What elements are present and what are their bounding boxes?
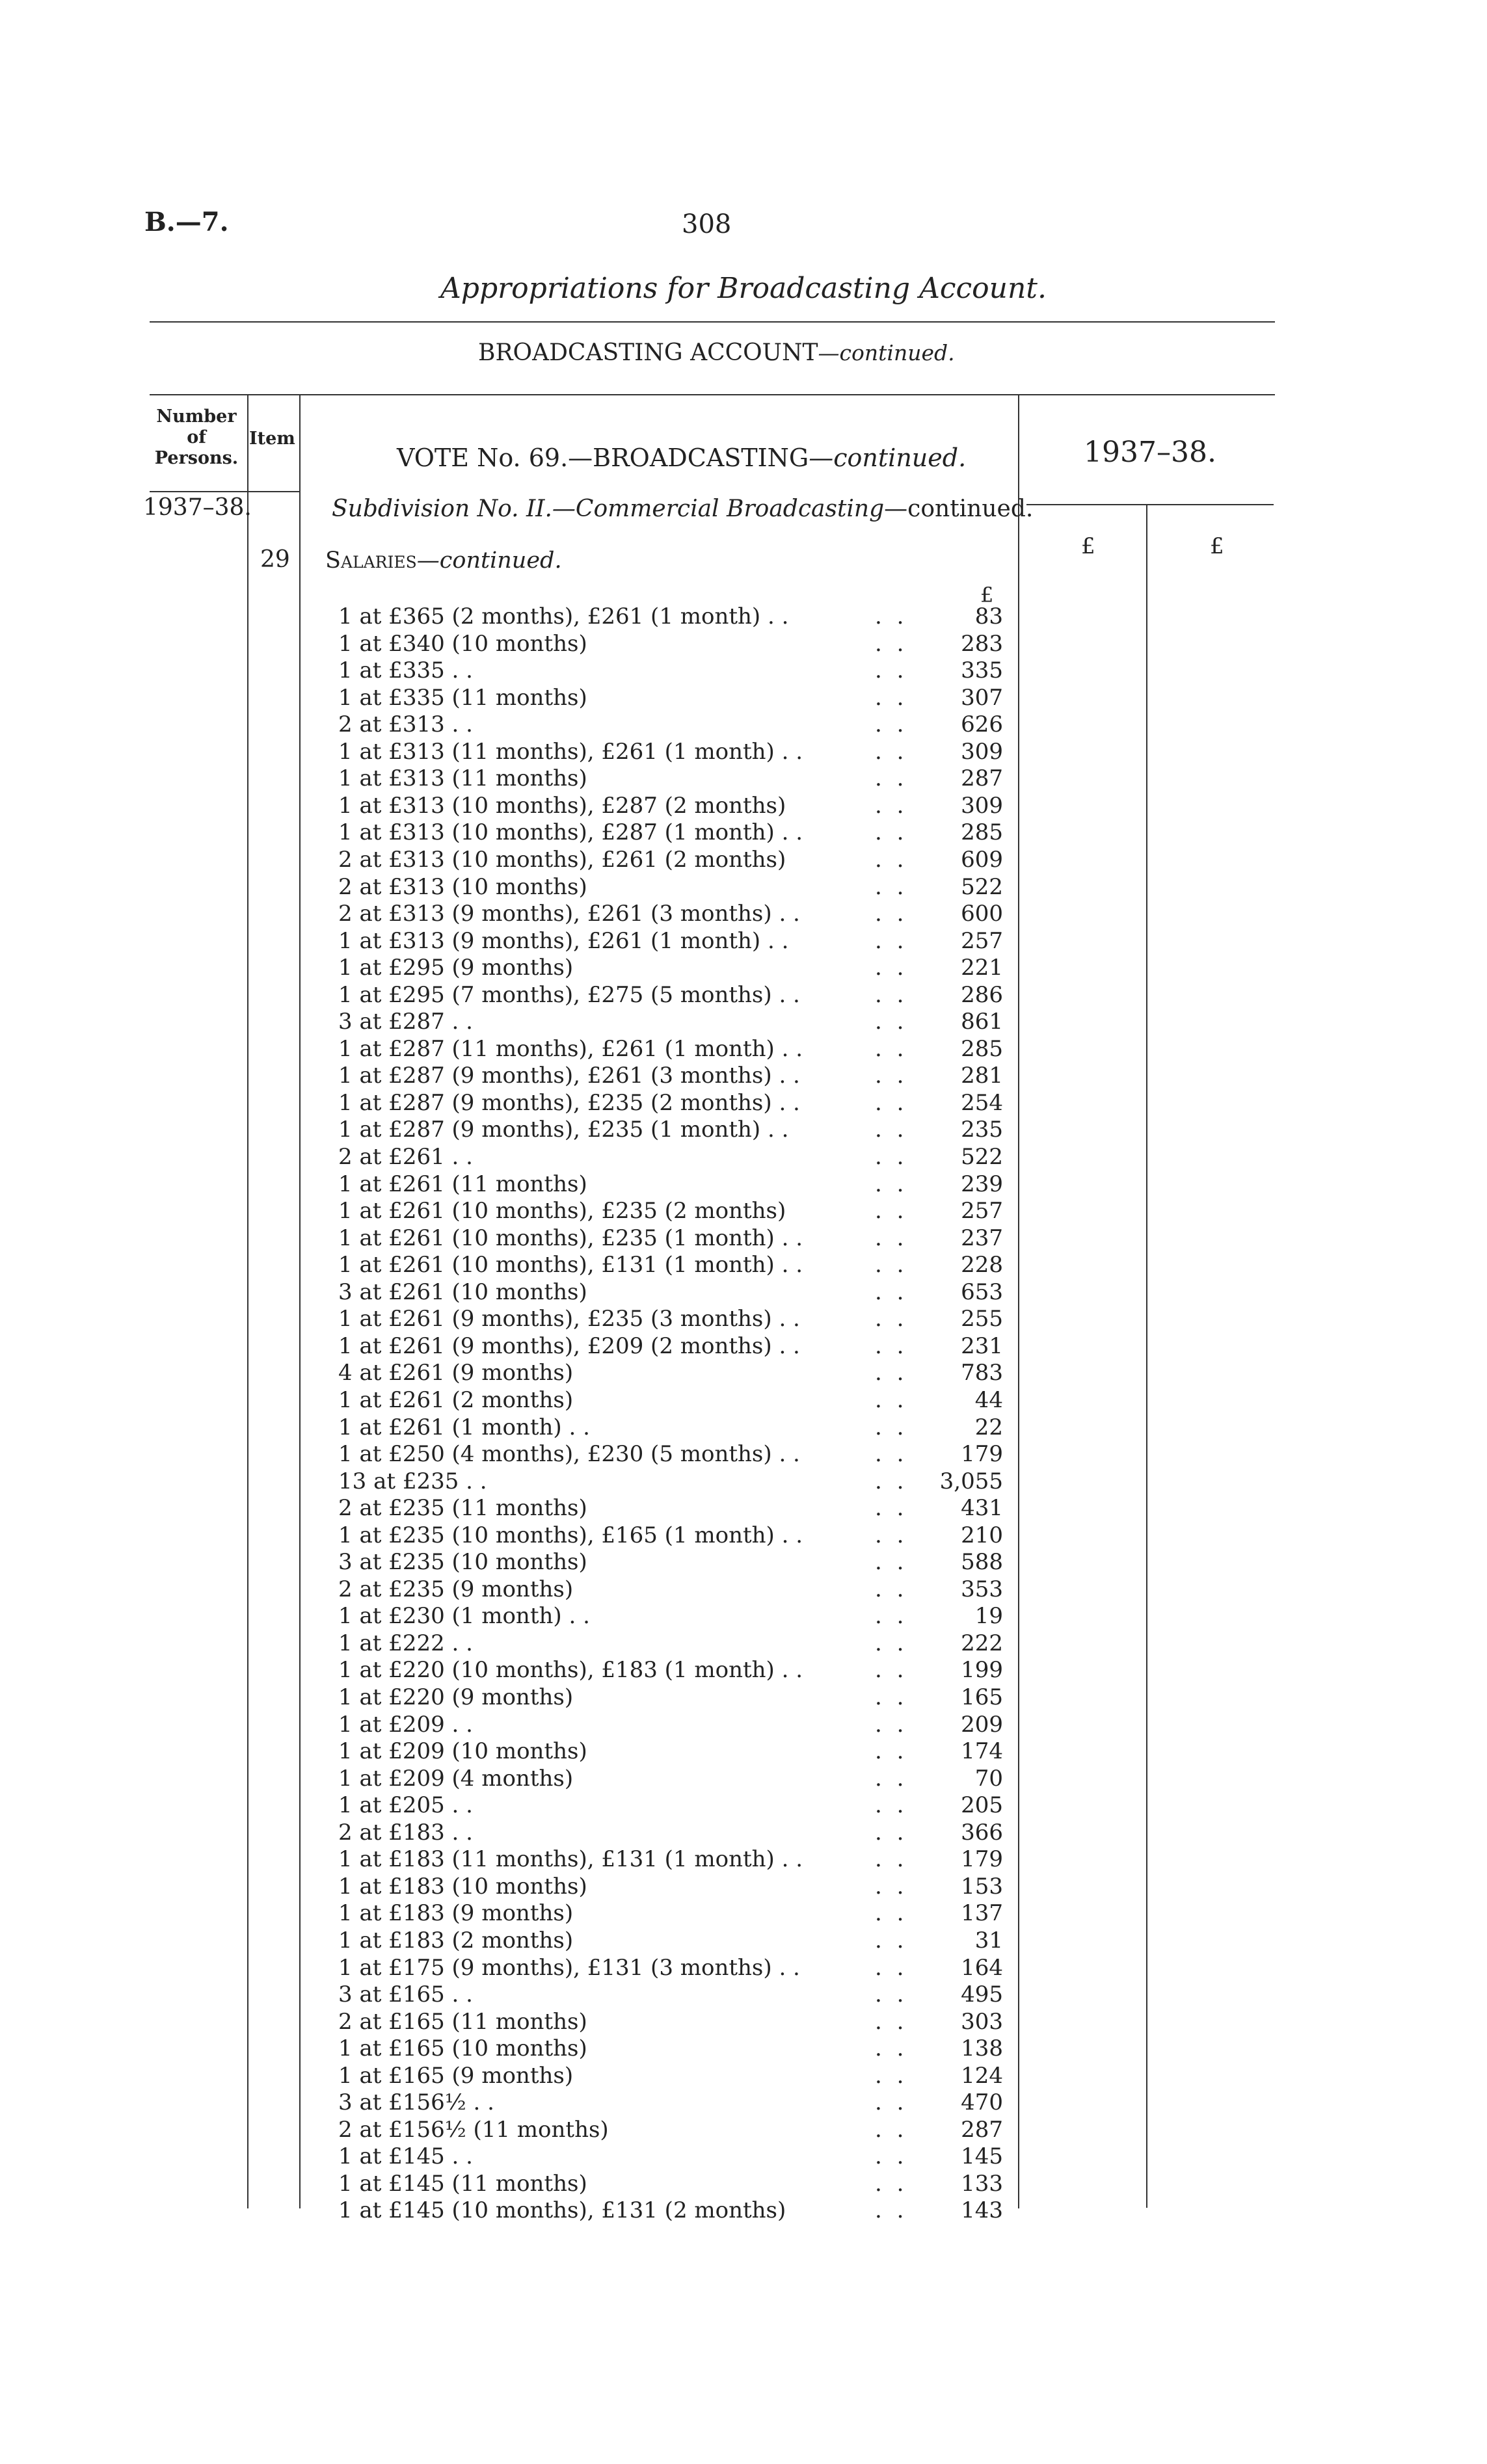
salary-row — [0, 1900, 1487, 1927]
salary-amount: 470 — [961, 2089, 1003, 2116]
salary-amount: 588 — [961, 1549, 1003, 1576]
salary-description: 2 at £261 . . — [338, 1144, 473, 1170]
salary-description: 1 at £261 (10 months), £131 (1 month) . . — [338, 1252, 803, 1278]
salary-row — [0, 1144, 1487, 1171]
salary-description: 3 at £156½ . . — [338, 2089, 494, 2116]
leader-dots: . . — [875, 1927, 908, 1954]
leader-dots: . . — [875, 1468, 908, 1494]
salary-description: 1 at £340 (10 months) — [338, 630, 587, 657]
salary-description: 3 at £287 . . — [338, 1009, 473, 1035]
leader-dots: . . — [875, 1900, 908, 1927]
salary-amount: 153 — [961, 1873, 1003, 1900]
salary-description: 1 at £261 (10 months), £235 (1 month) . . — [338, 1225, 803, 1251]
salary-amount: 124 — [961, 2062, 1003, 2089]
leader-dots: . . — [875, 1414, 908, 1440]
pound-label-col1: £ — [1081, 533, 1095, 559]
salary-row — [0, 2143, 1487, 2171]
salary-description: 1 at £335 (11 months) — [338, 684, 587, 711]
leader-dots: . . — [875, 1819, 908, 1846]
salary-amount: 31 — [974, 1927, 1003, 1954]
leader-dots: . . — [875, 1063, 908, 1089]
salary-row — [0, 1955, 1487, 1982]
salary-description: 1 at £335 . . — [338, 657, 473, 684]
leader-dots: . . — [875, 630, 908, 657]
salary-description: 1 at £313 (9 months), £261 (1 month) . . — [338, 927, 789, 954]
leader-dots: . . — [875, 684, 908, 711]
salary-amount: 600 — [961, 901, 1003, 927]
salary-description: 2 at £313 (10 months) — [338, 873, 587, 900]
salary-row — [0, 2117, 1487, 2144]
leader-dots: . . — [875, 2197, 908, 2224]
salary-row — [0, 901, 1487, 928]
salary-description: 1 at £145 (11 months) — [338, 2170, 587, 2197]
salary-description: 1 at £209 (4 months) — [338, 1765, 574, 1792]
salary-amount: 286 — [961, 981, 1003, 1008]
table-top-rule — [150, 394, 1275, 395]
subheading-text: BROADCASTING ACCOUNT — [478, 339, 818, 366]
salary-amount: 285 — [961, 819, 1003, 846]
salary-row — [0, 631, 1487, 658]
salary-amount: 209 — [961, 1711, 1003, 1738]
salary-row — [0, 1712, 1487, 1739]
salary-amount: 309 — [961, 738, 1003, 765]
salary-row — [0, 2063, 1487, 2090]
salary-amount: 239 — [961, 1171, 1003, 1197]
leader-dots: . . — [875, 765, 908, 792]
salary-description: 2 at £183 . . — [338, 1819, 473, 1846]
header-bottom-rule-left — [150, 491, 299, 492]
salary-description: 2 at £235 (11 months) — [338, 1495, 587, 1522]
salary-row — [0, 1198, 1487, 1225]
leader-dots: . . — [875, 1711, 908, 1738]
salary-row — [0, 711, 1487, 739]
salary-amount: 287 — [961, 765, 1003, 792]
salary-row — [0, 1738, 1487, 1766]
leader-dots: . . — [875, 1603, 908, 1630]
vote-heading — [397, 444, 966, 472]
salary-description: 4 at £261 (9 months) — [338, 1360, 574, 1386]
salary-description: 1 at £220 (10 months), £183 (1 month) . . — [338, 1657, 803, 1684]
salary-row — [0, 1981, 1487, 2009]
salary-row — [0, 1603, 1487, 1630]
pound-label-col2: £ — [1210, 533, 1224, 559]
salary-amount: 137 — [961, 1900, 1003, 1927]
salary-amount: 143 — [961, 2197, 1003, 2224]
leader-dots: . . — [875, 1441, 908, 1468]
salary-row — [0, 1874, 1487, 1901]
leader-dots: . . — [875, 711, 908, 738]
salary-row — [0, 1279, 1487, 1306]
leader-dots: . . — [875, 1981, 908, 2008]
salary-row — [0, 982, 1487, 1009]
salary-description: 2 at £235 (9 months) — [338, 1576, 574, 1602]
salary-row — [0, 847, 1487, 874]
section-heading — [325, 548, 562, 574]
leader-dots: . . — [875, 1144, 908, 1170]
salary-row — [0, 1549, 1487, 1576]
leader-dots: . . — [875, 1278, 908, 1305]
salary-amount: 431 — [961, 1495, 1003, 1522]
salary-description: 1 at £183 (10 months) — [338, 1873, 587, 1900]
leader-dots: . . — [875, 2062, 908, 2089]
salary-amount: 283 — [961, 630, 1003, 657]
subdivision-heading — [332, 496, 1033, 522]
salary-amount: 22 — [974, 1414, 1003, 1440]
salary-amount: 495 — [961, 1981, 1003, 2008]
salary-amount: 522 — [961, 1144, 1003, 1170]
leader-dots: . . — [875, 1198, 908, 1225]
leader-dots: . . — [875, 1386, 908, 1413]
section-suffix: —continued. — [416, 548, 562, 574]
leader-dots: . . — [875, 927, 908, 954]
leader-dots: . . — [875, 1009, 908, 1035]
leader-dots: . . — [875, 603, 908, 629]
salary-row — [0, 1846, 1487, 1874]
salary-amount: 221 — [961, 955, 1003, 981]
subdivision-title: Subdivision No. II.—Commercial Broadcasting — [332, 496, 885, 522]
salary-row — [0, 739, 1487, 766]
leader-dots: . . — [875, 1846, 908, 1873]
salary-description: 1 at £165 (10 months) — [338, 2035, 587, 2062]
leader-dots: . . — [875, 2143, 908, 2170]
leader-dots: . . — [875, 1252, 908, 1278]
leader-dots: . . — [875, 2035, 908, 2062]
column-header-item: Item — [249, 429, 295, 449]
salary-row — [0, 1306, 1487, 1333]
salary-description: 1 at £222 . . — [338, 1630, 473, 1656]
salary-amount: 179 — [961, 1846, 1003, 1873]
leader-dots: . . — [875, 1738, 908, 1765]
leader-dots: . . — [875, 1332, 908, 1359]
salary-row — [0, 603, 1487, 631]
page-number: 308 — [682, 209, 732, 239]
salary-amount: 257 — [961, 927, 1003, 954]
salary-description: 3 at £235 (10 months) — [338, 1549, 587, 1576]
column-header-year: 1937–38. — [1084, 436, 1216, 469]
salary-amount: 309 — [961, 792, 1003, 819]
salary-amount: 237 — [961, 1225, 1003, 1251]
salary-amount: 164 — [961, 1954, 1003, 1981]
salary-row — [0, 2089, 1487, 2117]
vote-title: VOTE No. 69.—BROADCASTING — [397, 444, 809, 472]
salary-row — [0, 1090, 1487, 1117]
leader-dots: . . — [875, 1954, 908, 1981]
salary-amount: 19 — [974, 1603, 1003, 1630]
salary-description: 1 at £250 (4 months), £230 (5 months) . . — [338, 1441, 800, 1468]
salary-row — [0, 1009, 1487, 1036]
salary-description: 1 at £261 (2 months) — [338, 1386, 574, 1413]
salary-amount: 210 — [961, 1522, 1003, 1548]
leader-dots: . . — [875, 2170, 908, 2197]
salary-amount: 231 — [961, 1332, 1003, 1359]
salary-amount: 303 — [961, 2008, 1003, 2035]
salary-description: 1 at £313 (11 months), £261 (1 month) . . — [338, 738, 803, 765]
leader-dots: . . — [875, 2116, 908, 2143]
salary-amount: 783 — [961, 1360, 1003, 1386]
leader-dots: . . — [875, 738, 908, 765]
salary-description: 1 at £209 (10 months) — [338, 1738, 587, 1765]
salary-amount: 70 — [974, 1765, 1003, 1792]
salary-description: 1 at £183 (9 months) — [338, 1900, 574, 1927]
leader-dots: . . — [875, 1360, 908, 1386]
salary-description: 1 at £261 (1 month) . . — [338, 1414, 590, 1440]
salary-amount: 138 — [961, 2035, 1003, 2062]
leader-dots: . . — [875, 873, 908, 900]
leader-dots: . . — [875, 901, 908, 927]
salary-description: 2 at £165 (11 months) — [338, 2008, 587, 2035]
salary-row — [0, 1063, 1487, 1090]
salary-description: 3 at £165 . . — [338, 1981, 473, 2008]
salary-amount: 353 — [961, 1576, 1003, 1602]
salary-row — [0, 1252, 1487, 1279]
salary-amount: 235 — [961, 1117, 1003, 1143]
salary-amount: 199 — [961, 1657, 1003, 1684]
leader-dots: . . — [875, 1522, 908, 1548]
salary-description: 1 at £287 (9 months), £235 (1 month) . . — [338, 1117, 789, 1143]
salary-row — [0, 874, 1487, 901]
salary-description: 1 at £287 (9 months), £235 (2 months) . . — [338, 1089, 800, 1116]
salary-row — [0, 2197, 1487, 2225]
header-bottom-rule-right — [1026, 504, 1274, 505]
leader-dots: . . — [875, 1684, 908, 1710]
leader-dots: . . — [875, 1035, 908, 1062]
leader-dots: . . — [875, 1495, 908, 1522]
salary-row — [0, 1225, 1487, 1252]
salary-row — [0, 1684, 1487, 1712]
column-header-number-of-persons: Number of Persons. — [154, 406, 239, 468]
leader-dots: . . — [875, 1171, 908, 1197]
salary-description: 1 at £235 (10 months), £165 (1 month) . . — [338, 1522, 803, 1548]
salary-amount: 307 — [961, 684, 1003, 711]
salary-row — [0, 1630, 1487, 1658]
salary-amount: 174 — [961, 1738, 1003, 1765]
salary-description: 2 at £313 . . — [338, 711, 473, 738]
subdivision-suffix: —continued. — [884, 496, 1034, 522]
salary-amount: 281 — [961, 1063, 1003, 1089]
salary-description: 1 at £205 . . — [338, 1792, 473, 1819]
page-title: Appropriations for Broadcasting Account. — [440, 272, 1047, 305]
salary-description: 1 at £287 (11 months), £261 (1 month) . . — [338, 1035, 803, 1062]
salary-row — [0, 685, 1487, 712]
leader-dots: . . — [875, 2089, 908, 2116]
section-label: Salaries — [325, 548, 417, 574]
salary-description: 2 at £313 (10 months), £261 (2 months) — [338, 846, 786, 873]
leader-dots: . . — [875, 1117, 908, 1143]
salary-amount: 257 — [961, 1198, 1003, 1225]
salary-row — [0, 1792, 1487, 1820]
document-reference: B.—7. — [144, 207, 229, 237]
salary-description: 1 at £220 (9 months) — [338, 1684, 574, 1710]
salary-amount: 228 — [961, 1252, 1003, 1278]
salary-row — [0, 1522, 1487, 1550]
salary-amount: 653 — [961, 1278, 1003, 1305]
salary-row — [0, 1927, 1487, 1955]
subheading-suffix: —continued. — [818, 340, 955, 365]
leader-dots: . . — [875, 1792, 908, 1819]
salary-amount: 522 — [961, 873, 1003, 900]
salary-row — [0, 1117, 1487, 1144]
salary-description: 1 at £287 (9 months), £261 (3 months) . . — [338, 1063, 800, 1089]
salary-description: 3 at £261 (10 months) — [338, 1278, 587, 1305]
salary-amount: 3,055 — [939, 1468, 1003, 1494]
salary-row — [0, 1468, 1487, 1496]
salary-row — [0, 1171, 1487, 1199]
salary-amount: 255 — [961, 1306, 1003, 1332]
salary-description: 1 at £313 (10 months), £287 (2 months) — [338, 792, 786, 819]
leader-dots: . . — [875, 1089, 908, 1116]
salary-description: 1 at £165 (9 months) — [338, 2062, 574, 2089]
salary-row — [0, 819, 1487, 847]
account-subheading — [478, 339, 955, 366]
salary-amount: 366 — [961, 1819, 1003, 1846]
persons-year-label: 1937–38. — [143, 494, 252, 521]
salary-row — [0, 2035, 1487, 2063]
salary-row — [0, 1036, 1487, 1063]
salary-amount: 205 — [961, 1792, 1003, 1819]
leader-dots: . . — [875, 792, 908, 819]
salary-amount: 44 — [974, 1386, 1003, 1413]
salary-amount: 254 — [961, 1089, 1003, 1116]
salary-row — [0, 1441, 1487, 1468]
leader-dots: . . — [875, 955, 908, 981]
salary-row — [0, 1820, 1487, 1847]
salary-row — [0, 2171, 1487, 2198]
salary-amount: 626 — [961, 711, 1003, 738]
salary-row — [0, 1576, 1487, 1604]
leader-dots: . . — [875, 1630, 908, 1656]
salary-description: 1 at £175 (9 months), £131 (3 months) . . — [338, 1954, 800, 1981]
salary-description: 1 at £313 (11 months) — [338, 765, 587, 792]
salary-description: 1 at £209 . . — [338, 1711, 473, 1738]
salary-amount: 165 — [961, 1684, 1003, 1710]
salary-amount: 179 — [961, 1441, 1003, 1468]
salary-row — [0, 1333, 1487, 1360]
salary-row — [0, 1360, 1487, 1387]
leader-dots: . . — [875, 846, 908, 873]
salary-description: 13 at £235 . . — [338, 1468, 487, 1494]
leader-dots: . . — [875, 819, 908, 846]
salary-amount: 145 — [961, 2143, 1003, 2170]
salary-description: 1 at £261 (9 months), £209 (2 months) . . — [338, 1332, 800, 1359]
salary-description: 1 at £230 (1 month) . . — [338, 1603, 590, 1630]
salary-row — [0, 793, 1487, 820]
salary-amount: 861 — [961, 1009, 1003, 1035]
salary-description: 1 at £261 (10 months), £235 (2 months) — [338, 1198, 786, 1225]
salary-description: 1 at £261 (9 months), £235 (3 months) . . — [338, 1306, 800, 1332]
salary-row — [0, 1766, 1487, 1793]
salary-description: 2 at £313 (9 months), £261 (3 months) . . — [338, 901, 800, 927]
salary-row — [0, 765, 1487, 793]
salary-row — [0, 1387, 1487, 1414]
salary-description: 1 at £183 (11 months), £131 (1 month) . . — [338, 1846, 803, 1873]
salary-description: 1 at £261 (11 months) — [338, 1171, 587, 1197]
item-number: 29 — [260, 546, 290, 573]
salary-description: 2 at £156½ (11 months) — [338, 2116, 609, 2143]
salary-row — [0, 657, 1487, 685]
leader-dots: . . — [875, 657, 908, 684]
salary-description: 1 at £295 (9 months) — [338, 955, 574, 981]
salary-amount: 335 — [961, 657, 1003, 684]
leader-dots: . . — [875, 1576, 908, 1602]
salary-description: 1 at £145 (10 months), £131 (2 months) — [338, 2197, 786, 2224]
salary-row — [0, 1495, 1487, 1522]
salary-row — [0, 928, 1487, 955]
salary-row — [0, 1414, 1487, 1442]
salary-amount: 222 — [961, 1630, 1003, 1656]
leader-dots: . . — [875, 1225, 908, 1251]
salary-description: 1 at £145 . . — [338, 2143, 473, 2170]
leader-dots: . . — [875, 1765, 908, 1792]
leader-dots: . . — [875, 1306, 908, 1332]
salary-description: 1 at £365 (2 months), £261 (1 month) . . — [338, 603, 789, 629]
salary-description: 1 at £295 (7 months), £275 (5 months) . . — [338, 981, 800, 1008]
salary-row — [0, 955, 1487, 982]
leader-dots: . . — [875, 1549, 908, 1576]
salary-amount: 133 — [961, 2170, 1003, 2197]
salary-amount: 83 — [974, 603, 1003, 629]
salary-amount: 287 — [961, 2116, 1003, 2143]
pound-label-amount: £ — [980, 583, 994, 607]
salary-row — [0, 2009, 1487, 2036]
salary-description: 1 at £313 (10 months), £287 (1 month) . . — [338, 819, 803, 846]
salary-description: 1 at £183 (2 months) — [338, 1927, 574, 1954]
leader-dots: . . — [875, 1873, 908, 1900]
salary-row — [0, 1657, 1487, 1684]
vote-suffix: —continued. — [809, 444, 967, 472]
salary-amount: 285 — [961, 1035, 1003, 1062]
leader-dots: . . — [875, 981, 908, 1008]
leader-dots: . . — [875, 2008, 908, 2035]
salary-amount: 609 — [961, 846, 1003, 873]
leader-dots: . . — [875, 1657, 908, 1684]
title-rule — [150, 321, 1275, 323]
